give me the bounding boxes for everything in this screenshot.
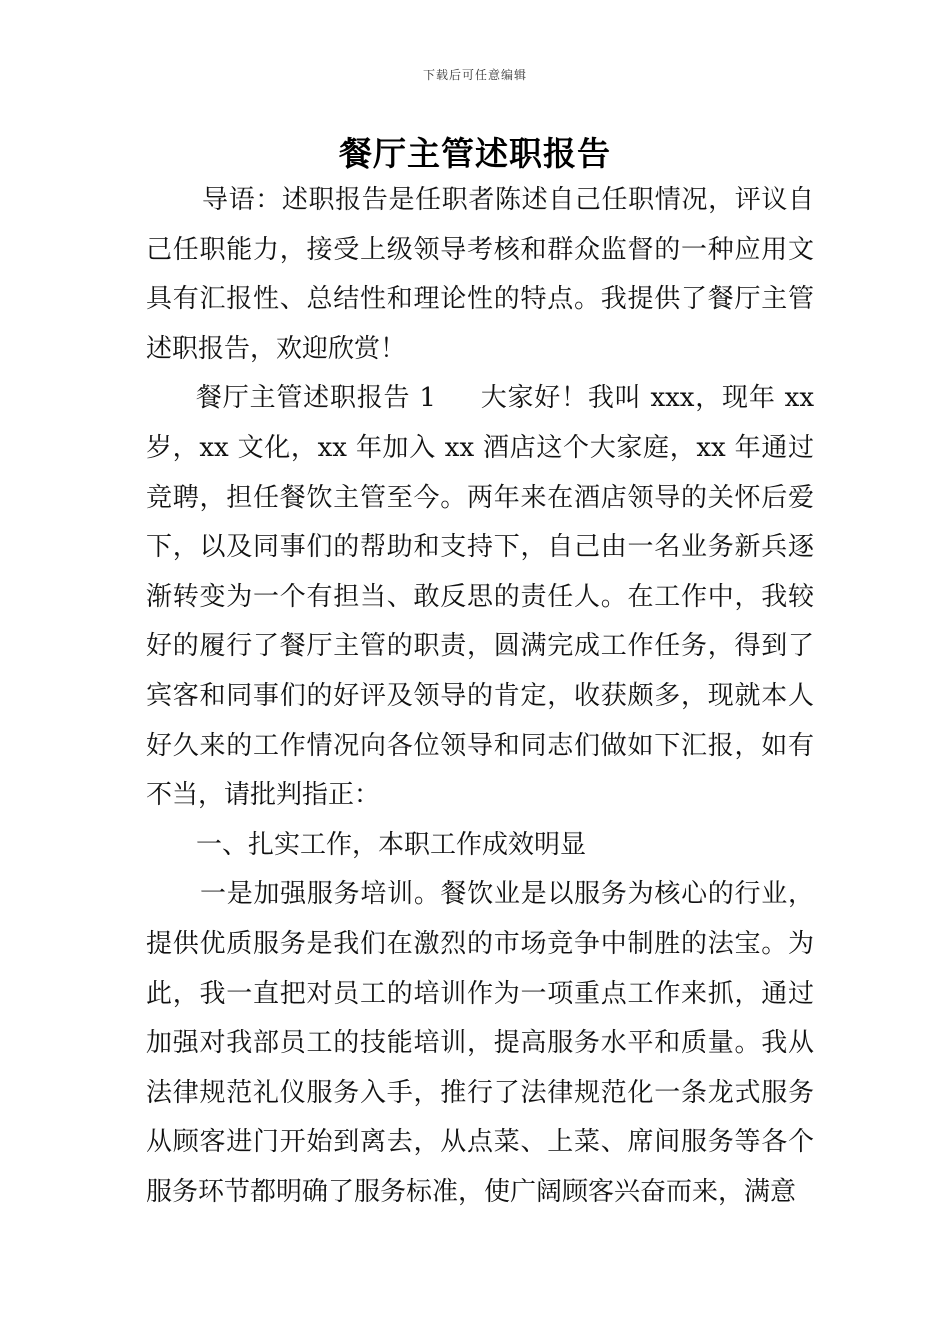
section-label: 餐厅主管述职报告 1 xyxy=(196,383,436,414)
page-title: 餐厅主管述职报告 xyxy=(339,134,611,173)
section-heading: 一、扎实工作，本职工作成效明显 xyxy=(196,829,587,860)
report-paragraph xyxy=(146,374,814,820)
document-body xyxy=(146,176,814,1217)
intro-paragraph: 导语：述职报告是任职者陈述自己任职情况，评议自己任职能力，接受上级领导考核和群众监督的一种应用文具有汇报性、总结性和理论性的特点。我提供了餐厅主管述职报告，欢迎欣赏！ xyxy=(146,185,814,364)
report-body-text: 大家好！我叫 xxx，现年 xx 岁，xx 文化，xx 年加入 xx 酒店这个大家庭，xx 年通过竞聘，担任餐饮主管至今。两年来在酒店领导的关怀后爱下，以及同事们的帮助和支持下，自己由一名业务新兵逐渐转变为一个有担当、敢反思的责任人。在工作中，我较好的履行了餐厅主管的职责，圆满完成工作任务，得到了宾客和同事们的好评及领导的肯定，收获颇多，现就本人好久来的工作情况向各位领导和同志们做如下汇报，如有不当，请批判指正： xyxy=(146,383,814,811)
header-note: 下载后可任意编辑 xyxy=(422,68,527,82)
training-paragraph: 一是加强服务培训。餐饮业是以服务为核心的行业，提供优质服务是我们在激烈的市场竞争中制胜的法宝。为此，我一直把对员工的培训作为一项重点工作来抓，通过加强对我部员工的技能培训，提高服务水平和质量。我从法律规范礼仪服务入手，推行了法律规范化一条龙式服务从顾客进门开始到离去，从点菜、上菜、席间服务等各个服务环节都明确了服务标准，使广阔顾客兴奋而来，满意 xyxy=(146,879,814,1207)
